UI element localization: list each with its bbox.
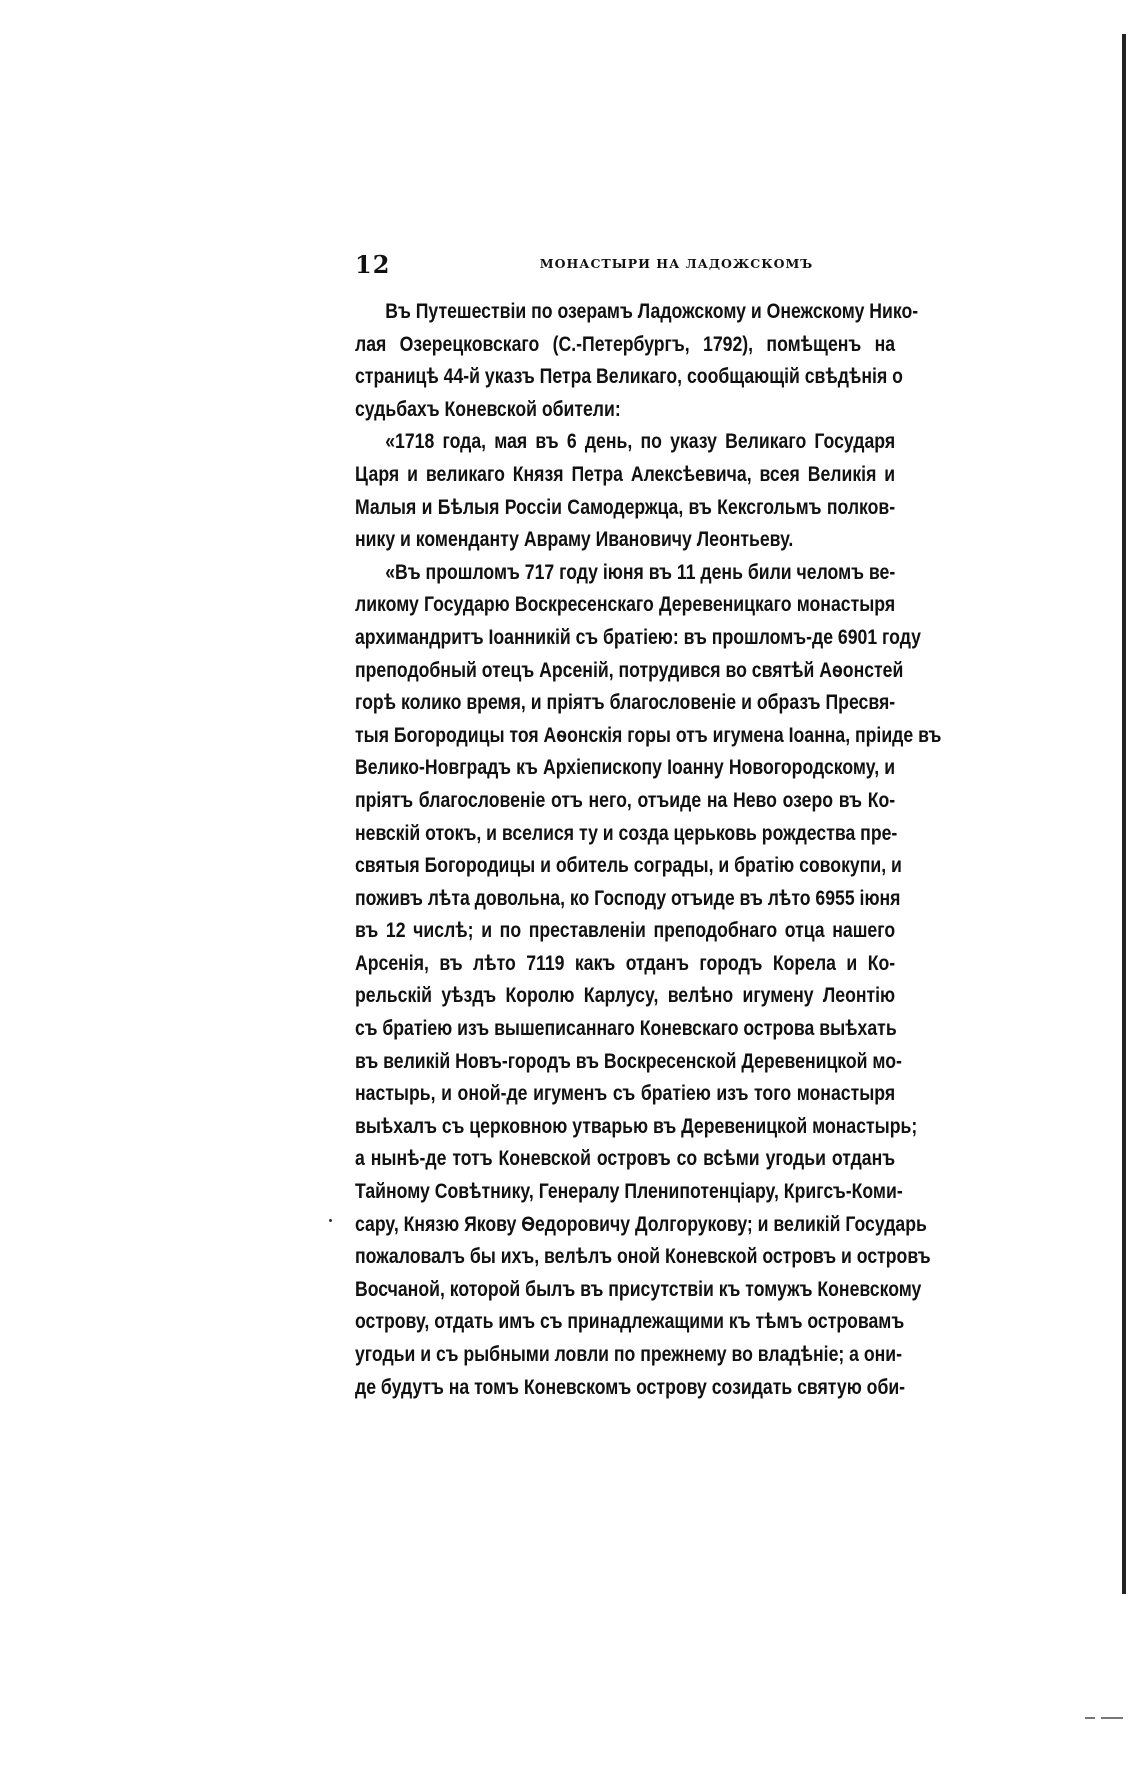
text-line: Восчаной, которой былъ въ присутствіи къ томужъ Коневскому [355,1277,922,1301]
text-line: Велико-Новградъ къ Архіепископу Іоанну Новогородскому, и [355,756,896,780]
text-line: лая Озерецковскаго (С.-Петербургъ, 1792), помѣщенъ на [355,332,896,356]
text-line: горѣ колико время, и пріятъ благословеніе и образъ Пресвя- [355,691,896,715]
text-line: острову, отдать имъ съ принадлежащими къ тѣмъ островамъ [355,1310,905,1334]
text-line: угодьи и съ рыбными ловли по прежнему во владѣніе; а они- [355,1343,903,1366]
scan-edge-line [1122,34,1126,1594]
text-line: выѣхалъ съ церковною утварью въ Деревеницкой монастырь; [355,1114,918,1138]
text-line: а нынѣ-де тотъ Коневской островъ со всѣми угодьи отданъ [355,1147,896,1171]
paragraph [355,557,998,1404]
page-number: 12 [355,250,391,279]
text-line: сару, Князю Якову Ѳедоровичу Долгорукову; и великій Государь [355,1212,927,1236]
text-line: страницѣ 44-й указъ Петра Великаго, сообщающій свѣдѣнія о [355,365,903,389]
text-line: пріятъ благословеніе отъ него, отъиде на Нево озеро въ Ко- [355,788,896,812]
text-line: судьбахъ Коневской обители: [355,397,621,421]
text-line: Арсенія, въ лѣто 7119 какъ отданъ городъ Корела и Ко- [355,951,896,975]
text-line: «Въ прошломъ 717 году іюня въ 11 день били челомъ ве- [385,560,896,584]
text-line: Царя и великаго Князя Петра Алексѣевича, всея Великія и [355,462,896,486]
text-line: святыя Богородицы и обитель сограды, и братію совокупи, и [355,854,902,878]
text-line: рельскій уѣздъ Королю Карлусу, велѣно игумену Леонтію [355,984,896,1008]
text-line: де будутъ на томъ Коневскомъ острову созидать святую оби- [355,1375,906,1399]
text-line: въ великій Новъ-городъ въ Воскресенской Деревеницкой мо- [355,1049,902,1073]
text-line: невскій отокъ, и вселися ту и созда церьковь рождества пре- [355,821,898,845]
text-line: тыя Богородицы тоя Аѳонскія горы отъ игумена Іоанна, пріиде въ [355,723,942,747]
text-line: въ 12 числѣ; и по преставленіи преподобнаго отца нашего [355,919,896,943]
text-line: пожаловалъ бы ихъ, велѣлъ оной Коневской островъ и островъ [355,1245,931,1269]
running-title: МОНАСТЫРИ НА ЛАДОЖСКОМЪ [539,256,814,271]
body-text [355,296,998,1404]
text-line: «1718 года, мая въ 6 день, по указу Великаго Государя [385,430,896,454]
text-line: поживъ лѣта довольна, ко Господу отъиде въ лѣто 6955 іюня [355,886,901,910]
text-line: ликому Государю Воскресенскаго Деревеницкаго монастыря [355,593,896,617]
text-line: Тайному Совѣтнику, Генералу Пленипотенціару, Кригсъ-Коми- [355,1180,903,1204]
text-line: нику и коменданту Авраму Ивановичу Леонтьеву. [355,528,794,552]
scan-speck [329,1219,332,1222]
scan-bottom-marks [1085,1717,1123,1723]
page-header [355,250,998,280]
text-line: Малыя и Бѣлыя Россіи Самодержца, въ Кексгольмъ полков- [355,495,896,519]
text-line: съ братіею изъ вышеписаннаго Коневскаго острова выѣхать [355,1017,897,1041]
text-line: Въ Путешествіи по озерамъ Ладожскому и Онежскому Нико- [385,300,919,323]
text-line: архимандритъ Іоанникій съ братіею: въ прошломъ-де 6901 году [355,625,921,649]
paragraph [355,296,998,426]
text-line: настырь, и оной-де игуменъ съ братіею изъ того монастыря [355,1082,896,1106]
text-line: преподобный отецъ Арсеній, потрудився во святѣй Аѳонстей [355,658,904,682]
paragraph [355,426,998,556]
